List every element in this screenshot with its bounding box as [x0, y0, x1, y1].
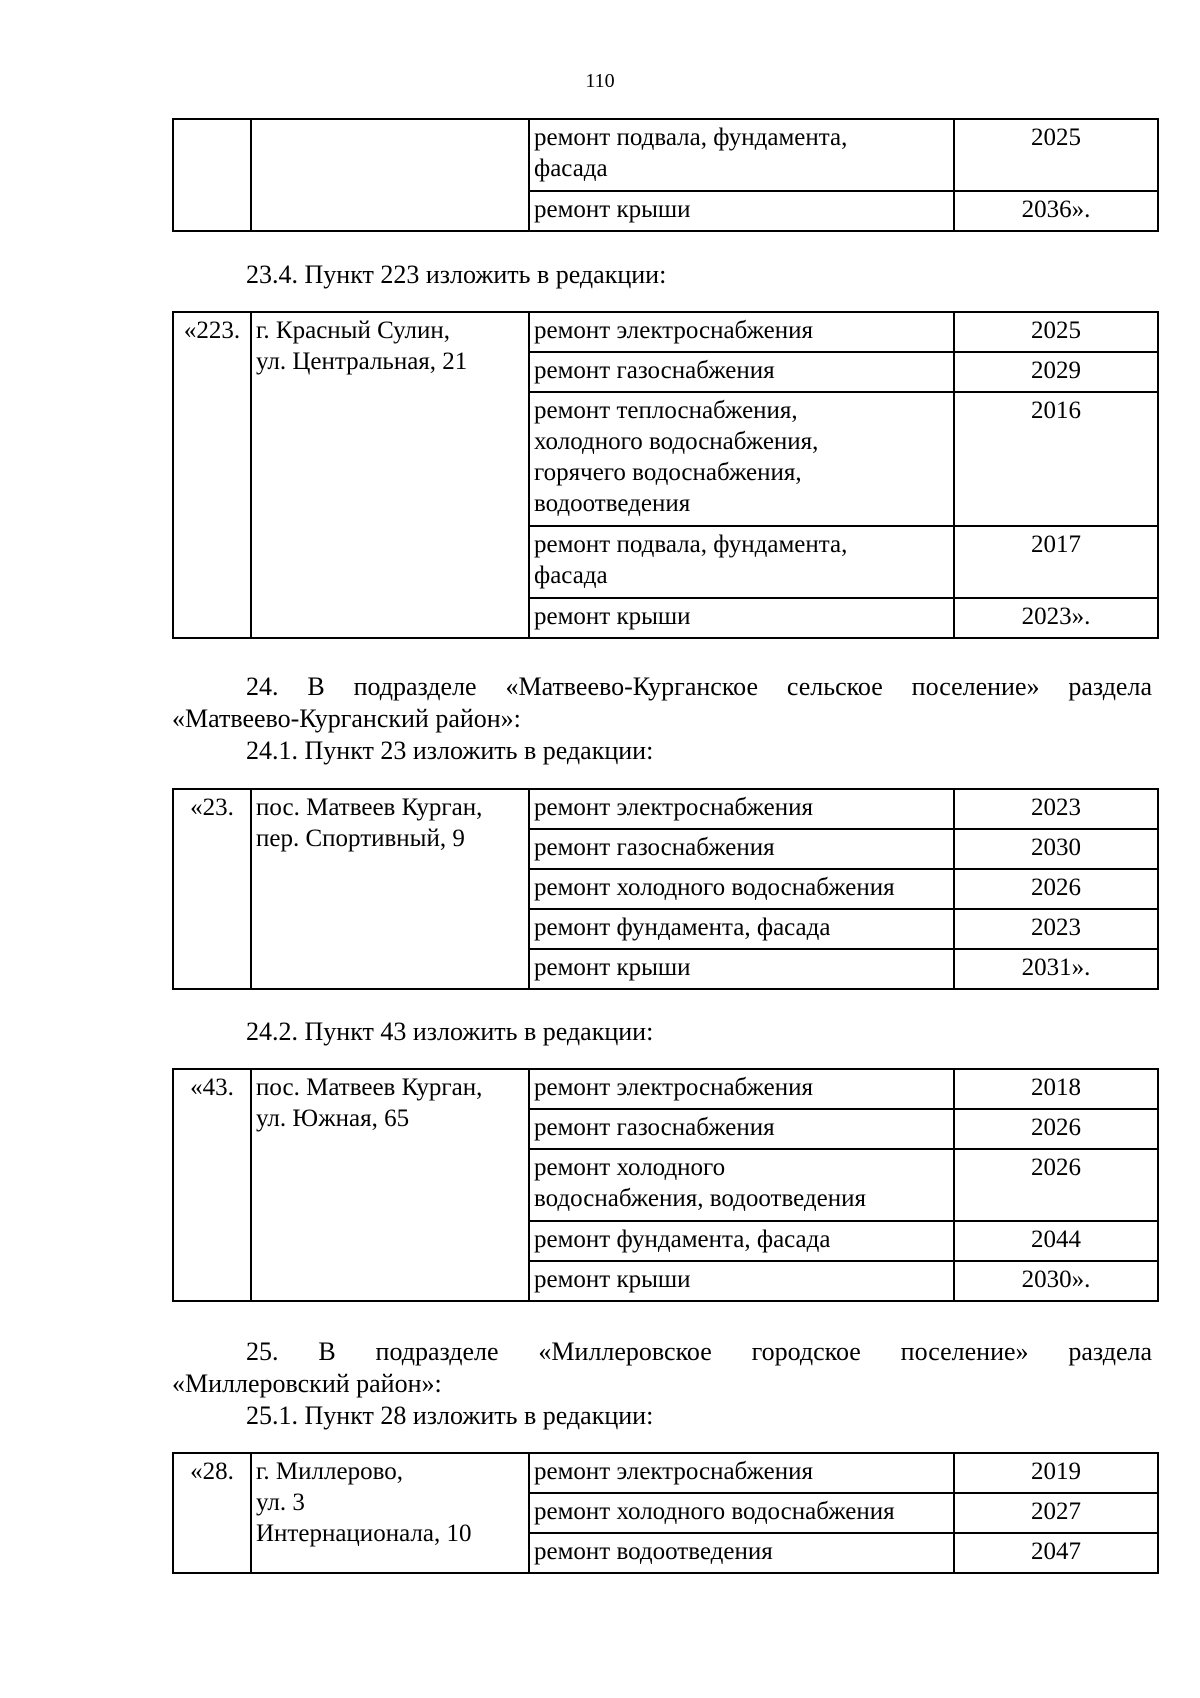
table-row [173, 312, 1158, 352]
repair-table-item-223 [172, 311, 1159, 639]
address-line: г. Миллерово, [256, 1458, 403, 1485]
year-cell [954, 312, 1158, 352]
repair-table-item-23 [172, 788, 1159, 990]
address-line: г. Красный Сулин, [256, 317, 451, 344]
work-type-line: ремонт электроснабжения [534, 1458, 813, 1485]
year-value: 2030». [1021, 1266, 1091, 1293]
work-type-line: ремонт крыши [534, 954, 691, 981]
work-type-line: водоотведения [534, 490, 691, 517]
work-type-line: ремонт газоснабжения [534, 834, 775, 861]
work-type-line: фасада [534, 562, 608, 589]
year-value: 2030 [1031, 834, 1081, 861]
year-cell [954, 1261, 1158, 1301]
work-type-line: ремонт водоотведения [534, 1538, 773, 1565]
item-number-cell: «28. [173, 1453, 251, 1573]
repair-table-item-28 [172, 1452, 1159, 1574]
year-cell [954, 949, 1158, 989]
year-cell [954, 869, 1158, 909]
item-number-cell: «223. [173, 312, 251, 638]
year-value: 2023 [1031, 794, 1081, 821]
year-cell [954, 352, 1158, 392]
year-value: 2019 [1031, 1458, 1081, 1485]
work-type-cell [529, 526, 954, 598]
paragraph-25-heading-cont: «Миллеровский район»: [172, 1369, 442, 1398]
address-line: ул. 3 [256, 1489, 305, 1516]
year-value: 2036». [1021, 196, 1091, 223]
work-type-line: ремонт подвала, фундамента, [534, 531, 848, 558]
table-row [173, 1069, 1158, 1109]
work-type-cell [529, 392, 954, 526]
repair-table-item-43 [172, 1068, 1159, 1302]
year-cell [954, 1533, 1158, 1573]
work-type-line: ремонт газоснабжения [534, 357, 775, 384]
work-type-line: ремонт электроснабжения [534, 794, 813, 821]
work-type-cell [529, 312, 954, 352]
work-type-line: ремонт подвала, фундамента, [534, 124, 848, 151]
work-type-cell [529, 1261, 954, 1301]
work-type-line: ремонт фундамента, фасада [534, 1226, 831, 1253]
year-cell [954, 1493, 1158, 1533]
address-line: пос. Матвеев Курган, [256, 1074, 483, 1101]
year-cell [954, 392, 1158, 526]
paragraph-24-1: 24.1. Пункт 23 изложить в редакции: [246, 736, 654, 765]
work-type-cell [529, 191, 954, 231]
year-cell [954, 789, 1158, 829]
address-cell [251, 1069, 529, 1301]
address-cell [251, 1453, 529, 1573]
work-type-line: ремонт крыши [534, 196, 691, 223]
year-value: 2044 [1031, 1226, 1081, 1253]
work-type-line: водоснабжения, водоотведения [534, 1185, 866, 1212]
work-type-cell [529, 789, 954, 829]
work-type-line: ремонт холодного водоснабжения [534, 874, 895, 901]
work-type-cell [529, 352, 954, 392]
year-value: 2029 [1031, 357, 1081, 384]
year-value: 2031». [1021, 954, 1091, 981]
paragraph-23-4: 23.4. Пункт 223 изложить в редакции: [246, 260, 667, 289]
paragraph-24-2: 24.2. Пункт 43 изложить в редакции: [246, 1017, 654, 1046]
work-type-cell [529, 1149, 954, 1221]
table-row [173, 119, 1158, 191]
work-type-line: холодного водоснабжения, [534, 428, 819, 455]
year-value: 2023». [1021, 603, 1091, 630]
year-value: 2025 [1031, 124, 1081, 151]
work-type-line: ремонт фундамента, фасада [534, 914, 831, 941]
item-number-cell: «23. [173, 789, 251, 989]
work-type-cell [529, 869, 954, 909]
year-value: 2023 [1031, 914, 1081, 941]
work-type-cell [529, 119, 954, 191]
address-line: ул. Южная, 65 [256, 1105, 410, 1132]
work-type-line: фасада [534, 155, 608, 182]
page-number: 110 [585, 70, 615, 92]
year-cell [954, 1221, 1158, 1261]
table-row [173, 789, 1158, 829]
item-number-cell [173, 119, 251, 231]
continued-repair-table [172, 118, 1159, 232]
work-type-cell [529, 829, 954, 869]
work-type-line: ремонт электроснабжения [534, 317, 813, 344]
work-type-line: ремонт теплоснабжения, [534, 397, 798, 424]
work-type-cell [529, 1109, 954, 1149]
year-cell [954, 1453, 1158, 1493]
work-type-cell [529, 1069, 954, 1109]
year-value: 2026 [1031, 1154, 1081, 1181]
year-cell [954, 526, 1158, 598]
address-line: Интернационала, 10 [256, 1520, 472, 1547]
work-type-cell [529, 909, 954, 949]
year-cell [954, 829, 1158, 869]
year-cell [954, 191, 1158, 231]
year-value: 2026 [1031, 1114, 1081, 1141]
work-type-cell [529, 598, 954, 638]
work-type-cell [529, 1453, 954, 1493]
address-cell [251, 789, 529, 989]
year-value: 2025 [1031, 317, 1081, 344]
year-cell [954, 1069, 1158, 1109]
paragraph-25-heading: 25. В подразделе «Миллеровское городское поселение» раздела [246, 1337, 1152, 1366]
year-cell [954, 119, 1158, 191]
address-line: ул. Центральная, 21 [256, 348, 468, 375]
year-value: 2047 [1031, 1538, 1081, 1565]
work-type-line: ремонт газоснабжения [534, 1114, 775, 1141]
address-line: пер. Спортивный, 9 [256, 825, 465, 852]
address-cell [251, 119, 529, 231]
year-cell [954, 1109, 1158, 1149]
work-type-cell [529, 1221, 954, 1261]
year-value: 2027 [1031, 1498, 1081, 1525]
address-line: пос. Матвеев Курган, [256, 794, 483, 821]
work-type-line: ремонт крыши [534, 1266, 691, 1293]
work-type-cell [529, 1493, 954, 1533]
item-number-cell: «43. [173, 1069, 251, 1301]
work-type-line: ремонт холодного водоснабжения [534, 1498, 895, 1525]
work-type-line: ремонт электроснабжения [534, 1074, 813, 1101]
work-type-cell [529, 949, 954, 989]
table-row [173, 1453, 1158, 1493]
year-cell [954, 598, 1158, 638]
year-value: 2016 [1031, 397, 1081, 424]
work-type-cell [529, 1533, 954, 1573]
work-type-line: ремонт холодного [534, 1154, 726, 1181]
paragraph-24-heading: 24. В подразделе «Матвеево-Курганское сельское поселение» раздела [246, 672, 1152, 701]
year-cell [954, 909, 1158, 949]
year-value: 2017 [1031, 531, 1081, 558]
year-value: 2018 [1031, 1074, 1081, 1101]
work-type-line: горячего водоснабжения, [534, 459, 802, 486]
year-cell [954, 1149, 1158, 1221]
paragraph-25-1: 25.1. Пункт 28 изложить в редакции: [246, 1401, 654, 1430]
address-cell [251, 312, 529, 638]
work-type-line: ремонт крыши [534, 603, 691, 630]
paragraph-24-heading-cont: «Матвеево-Курганский район»: [172, 704, 521, 733]
year-value: 2026 [1031, 874, 1081, 901]
